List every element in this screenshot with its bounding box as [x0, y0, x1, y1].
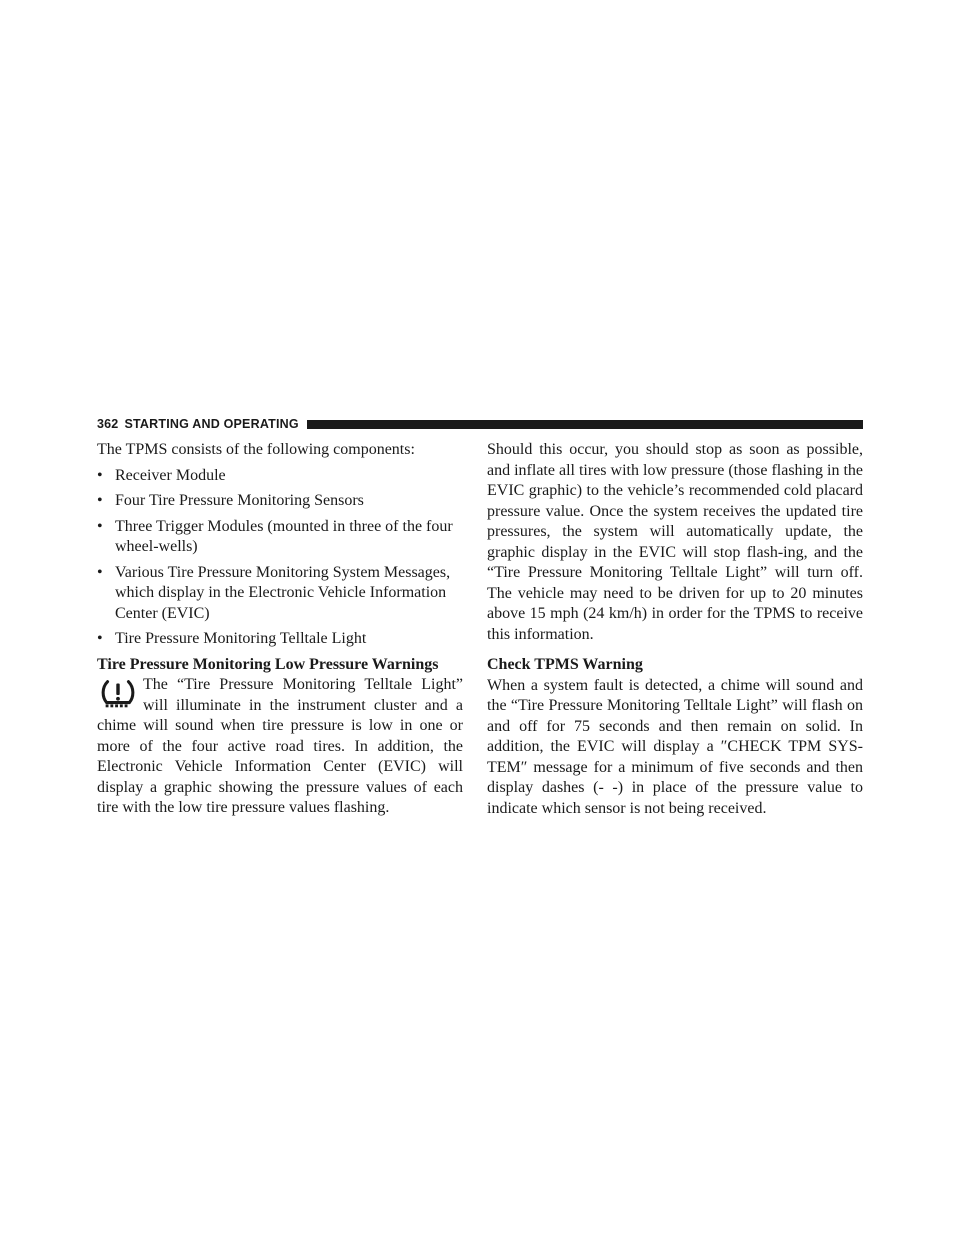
header-rule: [307, 420, 863, 429]
bullet-symbol: •: [97, 563, 103, 581]
list-item: [97, 517, 463, 558]
list-item: [97, 466, 463, 487]
low-pressure-warnings-text: The “Tire Pressure Monitoring Telltale Light” will illuminate in the instrument cluster and a chime will sound when tire pressure is low in one or more of the four active road tires. In addition, the Electronic Vehicle Information Center (EVIC) will display a graphic showing the pressure values of each tire with the low tire pressure values flashing.: [97, 676, 463, 816]
list-item: [97, 491, 463, 512]
low-pressure-warnings-section: [97, 675, 463, 819]
list-item-text: Various Tire Pressure Monitoring System Messages, which display in the Electronic Vehicle Information Center (EVIC): [115, 563, 451, 622]
section-title: STARTING AND OPERATING: [124, 417, 299, 431]
low-pressure-warnings-heading: Tire Pressure Monitoring Low Pressure Warnings: [97, 655, 439, 673]
list-item-text: Tire Pressure Monitoring Telltale Light: [115, 630, 367, 647]
check-tpms-heading: Check TPMS Warning: [487, 656, 643, 673]
check-tpms-text: When a system fault is detected, a chime will sound and the “Tire Pressure Monitoring Telltale Light” will flash on and off for 75 seconds and then remain on solid. In addition, the EVIC will display a ″CHECK TPM SYS-TEM″ message for a minimum of five seconds and then display dashes (- -) in place of the pressure value to indicate which sensor is not being received.: [487, 676, 863, 817]
bullet-symbol: •: [97, 517, 103, 535]
list-item-text: Three Trigger Modules (mounted in three of the four wheel-wells): [115, 517, 453, 555]
continuation-paragraph: Should this occur, you should stop as soon as possible, and inflate all tires with low pressure (those flashing in the EVIC graphic) to the vehicle’s recommended cold placard pressure value. Once the system receives the updated tire pressures, the system will automatically update, the graphic display in the EVIC will stop flash-ing, and the “Tire Pressure Monitoring Telltale Light” will turn off. The vehicle may need to be driven for up to 20 minutes above 15 mph (24 km/h) in order for the TPMS to receive this information.: [487, 441, 863, 643]
list-item-text: Four Tire Pressure Monitoring Sensors: [115, 492, 364, 509]
left-column: [97, 440, 463, 819]
list-item: [97, 629, 463, 650]
tire-pressure-warning-icon: [99, 675, 137, 713]
right-column: [487, 440, 863, 819]
list-item-text: Receiver Module: [115, 466, 226, 484]
list-item: [97, 563, 463, 625]
components-list: [97, 466, 463, 650]
bullet-symbol: •: [97, 466, 103, 484]
bullet-symbol: •: [97, 492, 103, 509]
components-intro: The TPMS consists of the following components:: [97, 441, 415, 458]
bullet-symbol: •: [97, 630, 103, 647]
page-number: 362: [97, 417, 119, 431]
page-header: [97, 417, 863, 431]
